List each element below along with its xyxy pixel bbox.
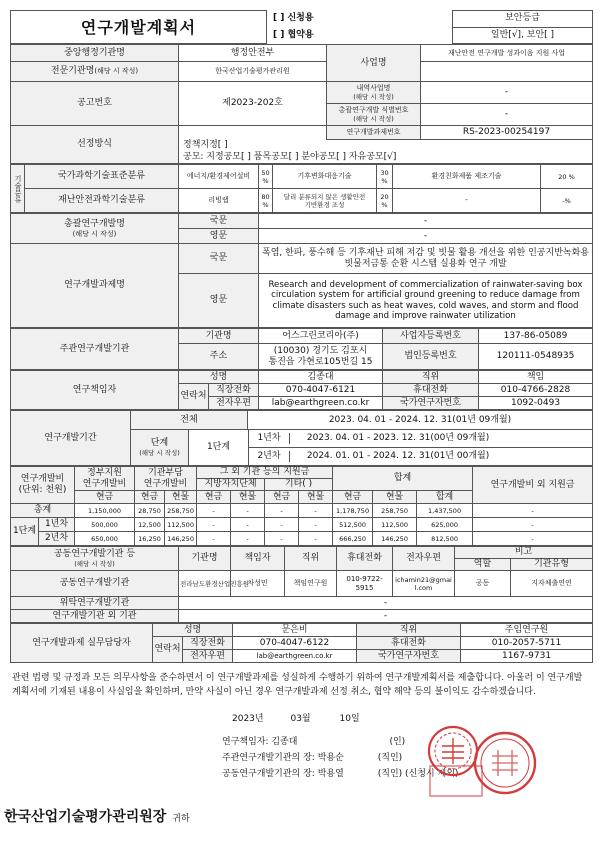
pi-rid-value: 1092-0493 <box>479 397 593 410</box>
national-pct-3: 20 % <box>541 165 593 189</box>
staff-table <box>10 623 593 663</box>
notice-value: 제2023-202호 <box>179 82 327 126</box>
joint-r1-pi: 차성민 <box>231 571 285 597</box>
budget-etc: 기타( ) <box>265 479 333 491</box>
task-name-label: 연구개발과제명 <box>11 244 179 328</box>
disaster-pct-2: 20 % <box>377 189 393 213</box>
joint-r3-label: 연구개발기관 외 기관 <box>11 610 179 623</box>
org-seal-icon <box>470 728 540 798</box>
h-cash-1: 현금 <box>75 491 135 504</box>
pi-phone-value: 070-4047-6121 <box>259 384 383 397</box>
agency-note: (해당 시 작성) <box>94 67 139 75</box>
budget-cell: 1,178,750 <box>333 504 373 518</box>
agency-label-text: 전문기관명 <box>50 66 95 76</box>
budget-cell: - <box>231 532 265 546</box>
budget-cell: - <box>265 504 299 518</box>
pi-phone-label: 직장전화 <box>209 384 259 397</box>
staff-phone-label: 직장전화 <box>183 637 233 650</box>
task-en-value: Research and development of commercialization of rainwater-saving box circulation system for artificial ground greening to reduce damage from climate disasters such as heat waves, cold waves, and storm and flood damage and improve rainwater utilization <box>259 274 593 328</box>
pi-contact-label: 연락처 <box>179 384 209 410</box>
ministry-value: 행정안전부 <box>179 45 327 62</box>
joint-h-type: 기관유형 <box>511 559 593 571</box>
joint-r2-label: 위탁연구개발기관 <box>11 597 179 610</box>
budget-label <box>11 467 75 504</box>
period-total-label: 전체 <box>180 414 198 425</box>
name-table <box>10 213 593 328</box>
national-item-3: 환경친화제품 제조기술 <box>393 165 541 189</box>
detail-note: (해당 시 작성) <box>353 93 394 101</box>
task-en-label: 영문 <box>179 274 259 328</box>
selection-policy[interactable]: 정책지정[ ] <box>179 140 593 152</box>
h-kind-4: 현물 <box>299 491 333 504</box>
agency-value: 한국산업기술평가관리원 <box>179 62 327 82</box>
main-org-table <box>10 328 593 370</box>
budget-label-text: 연구개발비 <box>20 474 65 484</box>
biz-no-value: 137-86-05089 <box>479 329 593 344</box>
budget-cell: 512,500 <box>333 518 373 532</box>
period-y1-value: 2023. 04. 01 - 2023. 12. 31(00년 09개월) <box>306 433 490 443</box>
budget-cell: - <box>197 532 231 546</box>
pi-mobile-label: 휴대전화 <box>383 384 479 397</box>
overall-name-note: (해당 시 작성) <box>72 229 117 238</box>
staff-phone-value: 070-4047-6122 <box>233 637 357 650</box>
period-table <box>10 410 593 466</box>
budget-table <box>10 466 593 546</box>
budget-cell: 258,750 <box>373 504 417 518</box>
joint-r2-value: - <box>179 597 593 610</box>
period-label: 연구개발기간 <box>11 411 131 466</box>
budget-cell: 650,000 <box>75 532 135 546</box>
security-label: 보안등급 <box>453 11 593 28</box>
staff-contact-label: 연락처 <box>153 637 183 663</box>
disaster-class-label: 재난안전과학기술분류 <box>25 189 179 213</box>
date-month: 03월 <box>290 714 311 724</box>
budget-row-total <box>11 504 593 518</box>
staff-label: 연구개발과제 실무담당자 <box>11 624 153 663</box>
pi-name-label: 성명 <box>179 371 259 384</box>
joint-h-email: 전자우편 <box>393 547 455 571</box>
org-addr-value: (10030) 경기도 김포시 통진읍 가현로105번길 15 <box>259 344 383 370</box>
joint-h-role: 역할 <box>455 559 511 571</box>
period-y2-row <box>249 448 593 466</box>
budget-cell: 666,250 <box>333 532 373 546</box>
joint-h-phone: 휴대전화 <box>337 547 393 571</box>
corp-no-label: 법인등록번호 <box>383 344 479 370</box>
national-class-label: 국가과학기술표준분류 <box>25 165 179 189</box>
budget-cell: - <box>473 532 593 546</box>
budget-cell: 28,750 <box>135 504 165 518</box>
apply-checkbox[interactable]: [ ] 신청용 <box>273 13 314 24</box>
national-item-2: 기후변화대응기술 <box>273 165 377 189</box>
period-total-row <box>131 411 593 430</box>
org-addr-label: 주소 <box>179 344 259 370</box>
budget-cell: - <box>473 518 593 532</box>
joint-r1-type: 지자체출연연 <box>511 571 593 597</box>
joint-r1-phone: 010-9722-5915 <box>337 571 393 597</box>
h-cash-3: 현금 <box>197 491 231 504</box>
budget-cell: - <box>231 518 265 532</box>
budget-cell: - <box>265 518 299 532</box>
budget-cell: 625,000 <box>417 518 473 532</box>
overall-kr-value: - <box>259 214 593 229</box>
budget-cell: 146,250 <box>373 532 417 546</box>
tech-class-table <box>10 164 593 213</box>
staff-mobile-value: 010-2057-5711 <box>461 637 593 650</box>
signer-pi-mark: (인) <box>389 737 406 747</box>
period-total-value: 2023. 04. 01 - 2024. 12. 31(01년 09개월) <box>247 411 592 429</box>
form-title: 연구개발계획서 <box>11 11 267 44</box>
notice-label: 공고번호 <box>11 82 179 126</box>
task-no-value: RS-2023-00254197 <box>421 126 593 140</box>
pi-email-value: lab@earthgreen.co.kr <box>259 397 383 410</box>
joint-label <box>11 547 179 571</box>
national-item-1: 에너지/환경제어설비 <box>179 165 259 189</box>
budget-cell: 112,500 <box>373 518 417 532</box>
h-cash-5: 현금 <box>333 491 373 504</box>
budget-cell: 1,437,500 <box>417 504 473 518</box>
period-stage-note: (해당 시 작성) <box>139 449 180 457</box>
budget-cell: 146,250 <box>165 532 197 546</box>
budget-sum: 합계 <box>333 467 473 491</box>
main-org-label: 주관연구개발기관 <box>11 329 179 370</box>
joint-r1-title: 책임연구원 <box>285 571 337 597</box>
overall-id-label <box>327 104 421 126</box>
joint-r1-email: ichamin21@gmail.com <box>393 571 455 597</box>
pi-email-label: 전자우편 <box>209 397 259 410</box>
joint-r1-role: 공동 <box>455 571 511 597</box>
project-label: 사업명 <box>327 45 421 82</box>
h-kind-3: 현물 <box>231 491 265 504</box>
pi-rid-label: 국가연구자번호 <box>383 397 479 410</box>
staff-name-label: 성명 <box>153 624 233 637</box>
budget-gov: 정부지원 연구개발비 <box>75 467 135 491</box>
budget-cell: - <box>265 532 299 546</box>
disaster-item-2: 달리 분류되지 않은 생활안전 기반환경 조성 <box>273 189 377 213</box>
staff-rid-value: 1167-9731 <box>461 650 593 663</box>
selection-open[interactable]: 공모: 지정공모[ ] 품목공모[ ] 분야공모[ ] 자유공모[√] <box>179 152 593 164</box>
joint-note: (해당 시 작성) <box>74 560 115 568</box>
budget-cell: - <box>197 504 231 518</box>
footer-recipient <box>4 806 190 826</box>
budget-cell: 16,250 <box>135 532 165 546</box>
budget-local: 지방자치단체 <box>197 479 265 491</box>
detail-value: - <box>421 82 593 104</box>
selection-label: 선정방식 <box>11 126 179 164</box>
h-kind-5: 현물 <box>373 491 417 504</box>
budget-cell: - <box>299 518 333 532</box>
task-kr-label: 국문 <box>179 244 259 274</box>
h-cash-2: 현금 <box>135 491 165 504</box>
period-y1-label: 1년차 <box>249 433 290 444</box>
joint-org-table <box>10 546 593 623</box>
detail-label <box>327 82 421 104</box>
period-y1-row <box>249 430 593 448</box>
budget-cell: 812,500 <box>417 532 473 546</box>
budget-stage-label: 1단계 <box>11 518 39 546</box>
period-stage-label-text: 단계 <box>150 438 169 448</box>
pi-table <box>10 370 593 410</box>
signer-joint-mark: (직인) (신청시 제외) <box>377 769 459 779</box>
project-blank <box>421 62 593 82</box>
staff-title-label: 직위 <box>357 624 461 637</box>
agency-label <box>11 62 179 82</box>
budget-cell: 1,150,000 <box>75 504 135 518</box>
detail-label-text: 내역사업명 <box>356 84 391 92</box>
budget-unit: (단위: 천원) <box>18 485 67 495</box>
budget-cell: - <box>299 532 333 546</box>
security-value[interactable]: 일반[√], 보안[ ] <box>453 27 593 44</box>
joint-label-text: 공동연구개발기관 등 <box>53 549 136 559</box>
task-no-label: 연구개발과제번호 <box>327 126 421 140</box>
signer-joint-text: 공동연구개발기관의 장: 박용열 <box>222 769 344 779</box>
budget-cell: 258,750 <box>165 504 197 518</box>
ministry-label: 중앙행정기관명 <box>11 45 179 62</box>
budget-ext: 연구개발비 외 지원금 <box>473 467 593 504</box>
budget-other: 그 외 기관 등의 지원금 <box>197 467 333 479</box>
period-stage-value: 1단계 <box>189 430 249 466</box>
disaster-item-3: - <box>393 189 541 213</box>
pi-title-label: 직위 <box>383 371 479 384</box>
national-pct-1: 50 % <box>259 165 273 189</box>
overall-id-note: (해당 시 작성) <box>353 115 394 123</box>
date-day: 10일 <box>339 714 360 724</box>
h-sum-5: 합계 <box>417 491 473 504</box>
period-stage-label <box>131 430 189 466</box>
footer-to: 한국산업기술평가관리원장 <box>4 809 167 825</box>
joint-h-org: 기관명 <box>179 547 231 571</box>
disaster-pct-1: 80 % <box>259 189 273 213</box>
submit-date <box>10 711 592 724</box>
period-y2-value: 2024. 01. 01 - 2024. 12. 31(01년 00개월) <box>306 451 490 461</box>
overall-id-label-text: 총괄연구개발 식별번호 <box>338 106 409 114</box>
h-kind-2: 현물 <box>165 491 197 504</box>
corp-no-value: 120111-0548935 <box>479 344 593 370</box>
period-y2-label: 2년차 <box>249 451 290 462</box>
overall-name-label <box>11 214 179 244</box>
national-pct-2: 30 % <box>377 165 393 189</box>
pi-name-value: 김종대 <box>259 371 383 384</box>
staff-rid-label: 국가연구자번호 <box>357 650 461 663</box>
joint-h-title: 직위 <box>285 547 337 571</box>
staff-email-label: 전자우편 <box>183 650 233 663</box>
date-year: 2023년 <box>232 714 264 724</box>
form-page <box>10 10 592 782</box>
budget-cell: - <box>299 504 333 518</box>
joint-r1-org: 전라남도환경산업진흥원 <box>179 571 231 597</box>
tech-side-label: 기술분류 <box>11 165 25 213</box>
task-kr-value: 폭염, 한파, 풍수해 등 기후재난 피해 저감 및 빗물 활용 개선을 위한 인공지반녹화용 빗물저금통 순환 시스템 실용화 연구 개발 <box>259 244 593 274</box>
pi-label: 연구책임자 <box>11 371 179 410</box>
budget-cell: 500,000 <box>75 518 135 532</box>
footer-suffix: 귀하 <box>172 814 190 824</box>
declaration-text: 관련 법령 및 규정과 모든 의무사항을 준수하면서 이 연구개발과제를 성실하게 수행하기 위하여 연구개발계획서를 제출합니다. 아울러 이 연구개발계획서에 기재된 내용이 사실임을 확인하며, 만약 사실이 아닌 경우 연구개발과제 선정 취소, 협약 해약 등의 불이익도 감수하겠습니다. <box>12 673 583 697</box>
budget-cell: - <box>473 504 593 518</box>
h-cash-4: 현금 <box>265 491 299 504</box>
signer-main-mark: (직인) <box>377 753 403 763</box>
agree-checkbox[interactable]: [ ] 협약용 <box>273 29 314 40</box>
budget-y2-label: 2년차 <box>39 532 75 546</box>
budget-cell: - <box>197 518 231 532</box>
joint-r3-value: - <box>179 610 593 623</box>
joint-r1-label: 공동연구개발기관 <box>11 571 179 597</box>
budget-cell: 12,500 <box>135 518 165 532</box>
overall-en-value: - <box>259 229 593 244</box>
project-value: 재난안전 연구개발 성과이음 지원 사업 <box>421 45 593 62</box>
staff-email-value: lab@earthgreen.co.kr <box>233 650 357 663</box>
biz-no-label: 사업자등록번호 <box>383 329 479 344</box>
form-header <box>10 10 593 44</box>
disaster-pct-3: -% <box>541 189 593 213</box>
staff-mobile-label: 휴대전화 <box>357 637 461 650</box>
org-name-label: 기관명 <box>179 329 259 344</box>
budget-row-y2 <box>11 532 593 546</box>
disaster-item-1: 리빙랩 <box>179 189 259 213</box>
signer-pi-text: 연구책임자: 김종대 <box>222 737 298 747</box>
pi-title-value: 책임 <box>479 371 593 384</box>
budget-cell: 112,500 <box>165 518 197 532</box>
pi-mobile-value: 010-4766-2828 <box>479 384 593 397</box>
overall-kr-label: 국문 <box>179 214 259 229</box>
basic-info-table <box>10 44 593 164</box>
budget-row-y1 <box>11 518 593 532</box>
overall-en-label: 영문 <box>179 229 259 244</box>
task-no-spacer <box>179 126 327 140</box>
staff-name-value: 문은비 <box>233 624 357 637</box>
joint-h-pi: 책임자 <box>231 547 285 571</box>
budget-cell: - <box>231 504 265 518</box>
overall-name-label-text: 총괄연구개발명 <box>64 218 125 229</box>
staff-title-value: 주임연구원 <box>461 624 593 637</box>
budget-org: 기관부담 연구개발비 <box>135 467 197 491</box>
budget-y1-label: 1년차 <box>39 518 75 532</box>
org-name-value: 어스그린코리아(주) <box>259 329 383 344</box>
overall-id-value: - <box>421 104 593 126</box>
signer-main-text: 주관연구개발기관의 장: 박용순 <box>222 753 344 763</box>
budget-total-label: 총계 <box>11 504 75 518</box>
joint-h-note: 비고 <box>455 547 593 559</box>
